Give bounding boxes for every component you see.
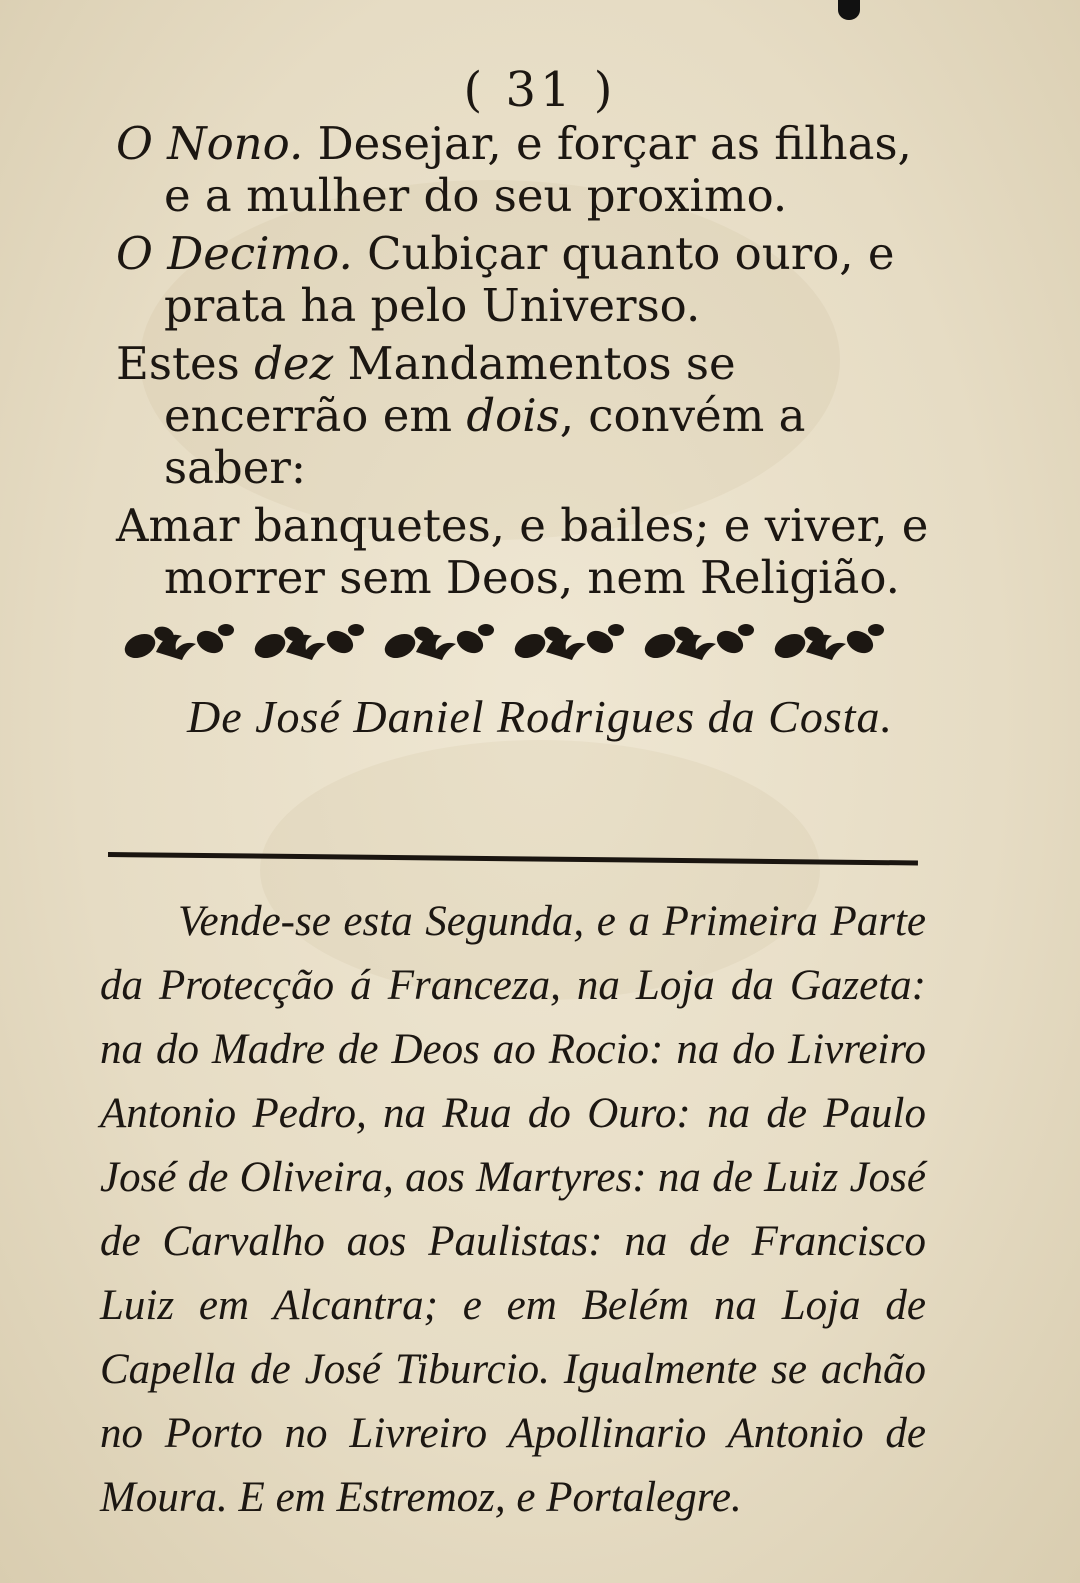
page-number: ( 31 )	[463, 62, 617, 118]
summary-italic: dois	[466, 389, 560, 442]
summary-line	[116, 338, 946, 494]
commandment-text: Cubiçar quanto ouro, e prata ha pelo Universo.	[164, 227, 895, 332]
commandment-ninth	[116, 118, 946, 222]
summary-text: Estes	[116, 337, 255, 390]
ink-blot	[838, 0, 860, 20]
author-attribution: De José Daniel Rodrigues da Costa.	[186, 691, 894, 742]
summary-italic: dez	[254, 337, 334, 390]
commandment-tenth	[116, 228, 946, 332]
commandments-block	[116, 118, 946, 610]
commandment-label: O Nono.	[116, 117, 304, 170]
summary-text: , convém a saber:	[164, 389, 806, 494]
commandment-text: Desejar, e forçar as filhas, e a mulher do seu proximo.	[164, 117, 912, 222]
summary-text: Mandamentos se encerrão em	[164, 337, 736, 442]
conclusion-line: Amar banquetes, e bailes; e viver, e morrer sem Deos, nem Religião.	[116, 499, 929, 604]
commandment-label: O Decimo.	[116, 227, 353, 280]
sale-notice: Vende-se esta Segunda, e a Primeira Parte da Protecção á Franceza, na Loja da Gazeta: na do Madre de Deos ao Rocio: na do Livreiro Antonio Pedro, na Rua do Ouro: na de Paulo José de Oliveira, aos Martyres: na de Luiz José de Carvalho aos Paulistas: na de Francisco Luiz em Alcantra; e em Belém na Loja de Capella de José Tiburcio. Igualmente se achão no Porto no Livreiro Apollinario Antonio de Moura. E em Estremoz, e Portalegre.	[100, 898, 926, 1521]
fleuron-icon	[120, 612, 910, 672]
fleuron-ornament	[120, 612, 910, 672]
